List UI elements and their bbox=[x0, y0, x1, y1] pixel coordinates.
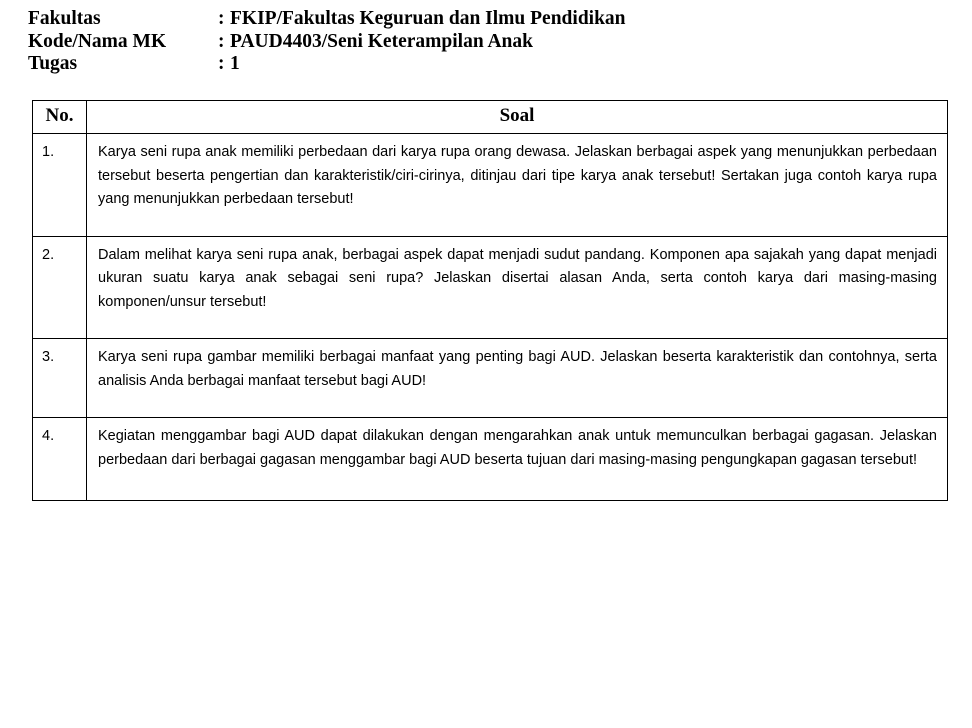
table-header-row bbox=[33, 101, 948, 134]
meta-label-fakultas: Fakultas bbox=[28, 8, 101, 29]
soal-table bbox=[32, 100, 948, 501]
meta-label-tugas: Tugas bbox=[28, 53, 78, 74]
meta-separator-tugas: : bbox=[218, 53, 225, 74]
document-header-meta bbox=[28, 8, 928, 76]
meta-separator-kode-nama-mk: : bbox=[218, 30, 225, 52]
question-text: Kegiatan menggambar bagi AUD dapat dilakukan dengan mengarahkan anak untuk memunculkan berbagai gagasan. Jelaskan perbedaan dari berbagai gagasan menggambar bagi AUD beserta tujuan dari masing-masing pengungkapan gagasan tersebut! bbox=[87, 418, 948, 501]
meta-value-tugas: 1 bbox=[230, 53, 240, 74]
column-header-no: No. bbox=[33, 101, 87, 134]
question-number: 3. bbox=[33, 339, 87, 418]
question-number: 2. bbox=[33, 236, 87, 339]
question-number: 4. bbox=[33, 418, 87, 501]
meta-label-kode-nama-mk: Kode/Nama MK bbox=[28, 30, 167, 52]
question-number: 1. bbox=[33, 134, 87, 237]
question-text: Dalam melihat karya seni rupa anak, berbagai aspek dapat menjadi sudut pandang. Komponen apa sajakah yang dapat menjadi ukuran suatu karya anak sebagai seni rupa? Jelaskan disertai alasan Anda, serta contoh karya dari masing-masing komponen/unsur tersebut! bbox=[87, 236, 948, 339]
question-text: Karya seni rupa anak memiliki perbedaan dari karya rupa orang dewasa. Jelaskan berbagai aspek yang menunjukkan perbedaan tersebut beserta pengertian dan karakteristik/ciri-cirinya, ditinjau dari tipe karya anak tersebut! Sertakan juga contoh karya rupa yang menunjukkan perbedaan tersebut! bbox=[87, 134, 948, 237]
column-header-soal: Soal bbox=[87, 101, 948, 134]
meta-value-kode-nama-mk: PAUD4403/Seni Keterampilan Anak bbox=[230, 30, 533, 52]
meta-row-fakultas bbox=[28, 8, 928, 31]
meta-row-kode-nama-mk bbox=[28, 31, 928, 54]
table-row bbox=[33, 236, 948, 339]
table-row bbox=[33, 418, 948, 501]
question-text: Karya seni rupa gambar memiliki berbagai manfaat yang penting bagi AUD. Jelaskan beserta karakteristik dan contohnya, serta analisis Anda berbagai manfaat tersebut bagi AUD! bbox=[87, 339, 948, 418]
meta-separator-fakultas: : bbox=[218, 8, 225, 29]
table-row bbox=[33, 134, 948, 237]
table-row bbox=[33, 339, 948, 418]
meta-row-tugas bbox=[28, 53, 928, 76]
meta-value-fakultas: FKIP/Fakultas Keguruan dan Ilmu Pendidikan bbox=[230, 8, 626, 29]
